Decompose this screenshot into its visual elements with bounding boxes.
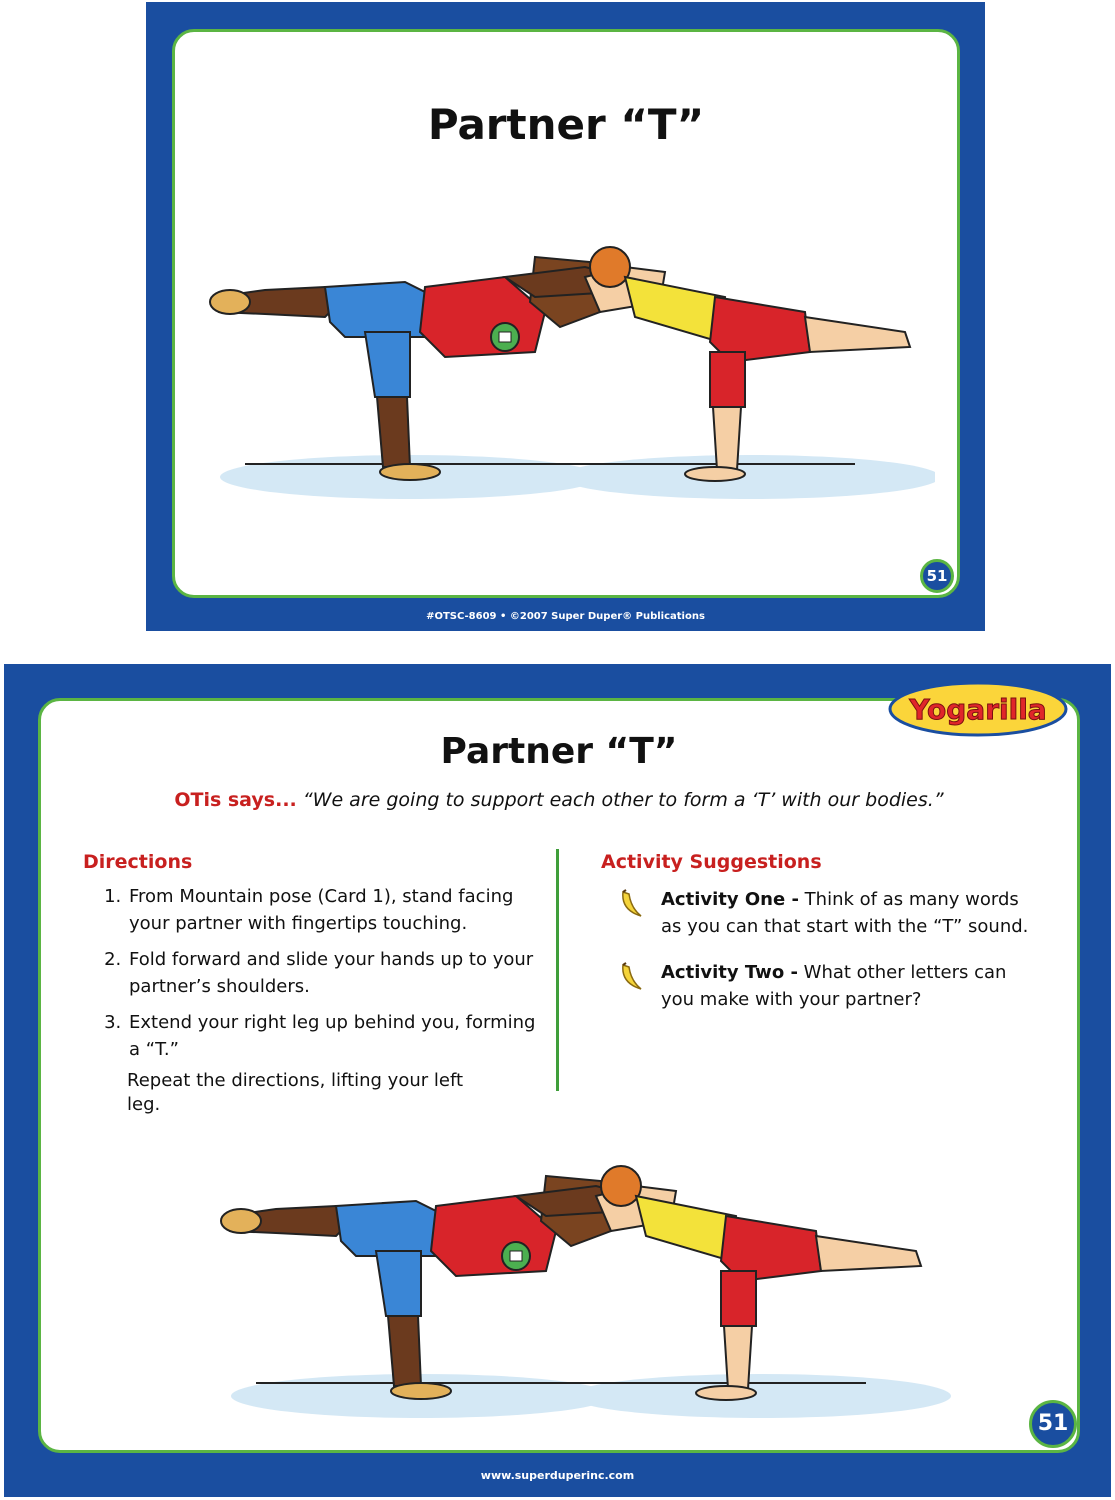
direction-step: 3. Extend your right leg up behind you, forming a “T.”	[127, 1009, 547, 1063]
directions-repeat-note: Repeat the directions, lifting your left leg.	[127, 1070, 464, 1115]
front-card	[146, 2, 985, 631]
front-card-title: Partner “T”	[427, 100, 705, 149]
banana-icon	[617, 888, 647, 920]
section-divider	[556, 849, 559, 1091]
activity-item	[621, 886, 1031, 940]
card-number-badge: 51	[920, 559, 954, 593]
direction-step: 2. Fold forward and slide your hands up to your partner’s shoulders.	[127, 946, 547, 1000]
activity-text: Think of as many words as you can that start with the “T” sound.	[661, 889, 1029, 937]
activity-item	[621, 959, 1031, 1013]
back-card-panel	[38, 693, 1080, 1453]
card-number-badge: 51	[1029, 1400, 1077, 1448]
partner-pose-illustration	[205, 202, 935, 522]
front-card-panel	[172, 29, 960, 598]
activity-suggestions-heading: Activity Suggestions	[601, 851, 822, 873]
activity-label: Activity One -	[661, 889, 799, 910]
direction-step: 1. From Mountain pose (Card 1), stand facing your partner with fingertips touching.	[127, 883, 547, 937]
speaker-label: OTis says...	[174, 789, 297, 811]
activity-text: What other letters can you make with your partner?	[661, 962, 1007, 1010]
back-card-footer: www.superduperinc.com	[480, 1469, 635, 1482]
speaker-quote: “We are going to support each other to form a ‘T’ with our bodies.”	[302, 789, 944, 811]
directions-list	[99, 883, 547, 1072]
partner-pose-illustration	[181, 1121, 981, 1441]
back-card	[4, 664, 1111, 1497]
otis-says-line	[41, 789, 1077, 811]
banana-icon	[617, 961, 647, 993]
directions-heading: Directions	[83, 851, 193, 873]
back-card-title: Partner “T”	[440, 731, 678, 772]
activity-label: Activity Two -	[661, 962, 798, 983]
front-card-footer: #OTSC-8609 • ©2007 Super Duper® Publications	[426, 611, 705, 622]
logo-text: Yogarilla	[909, 693, 1047, 726]
yogarilla-logo	[887, 679, 1069, 737]
